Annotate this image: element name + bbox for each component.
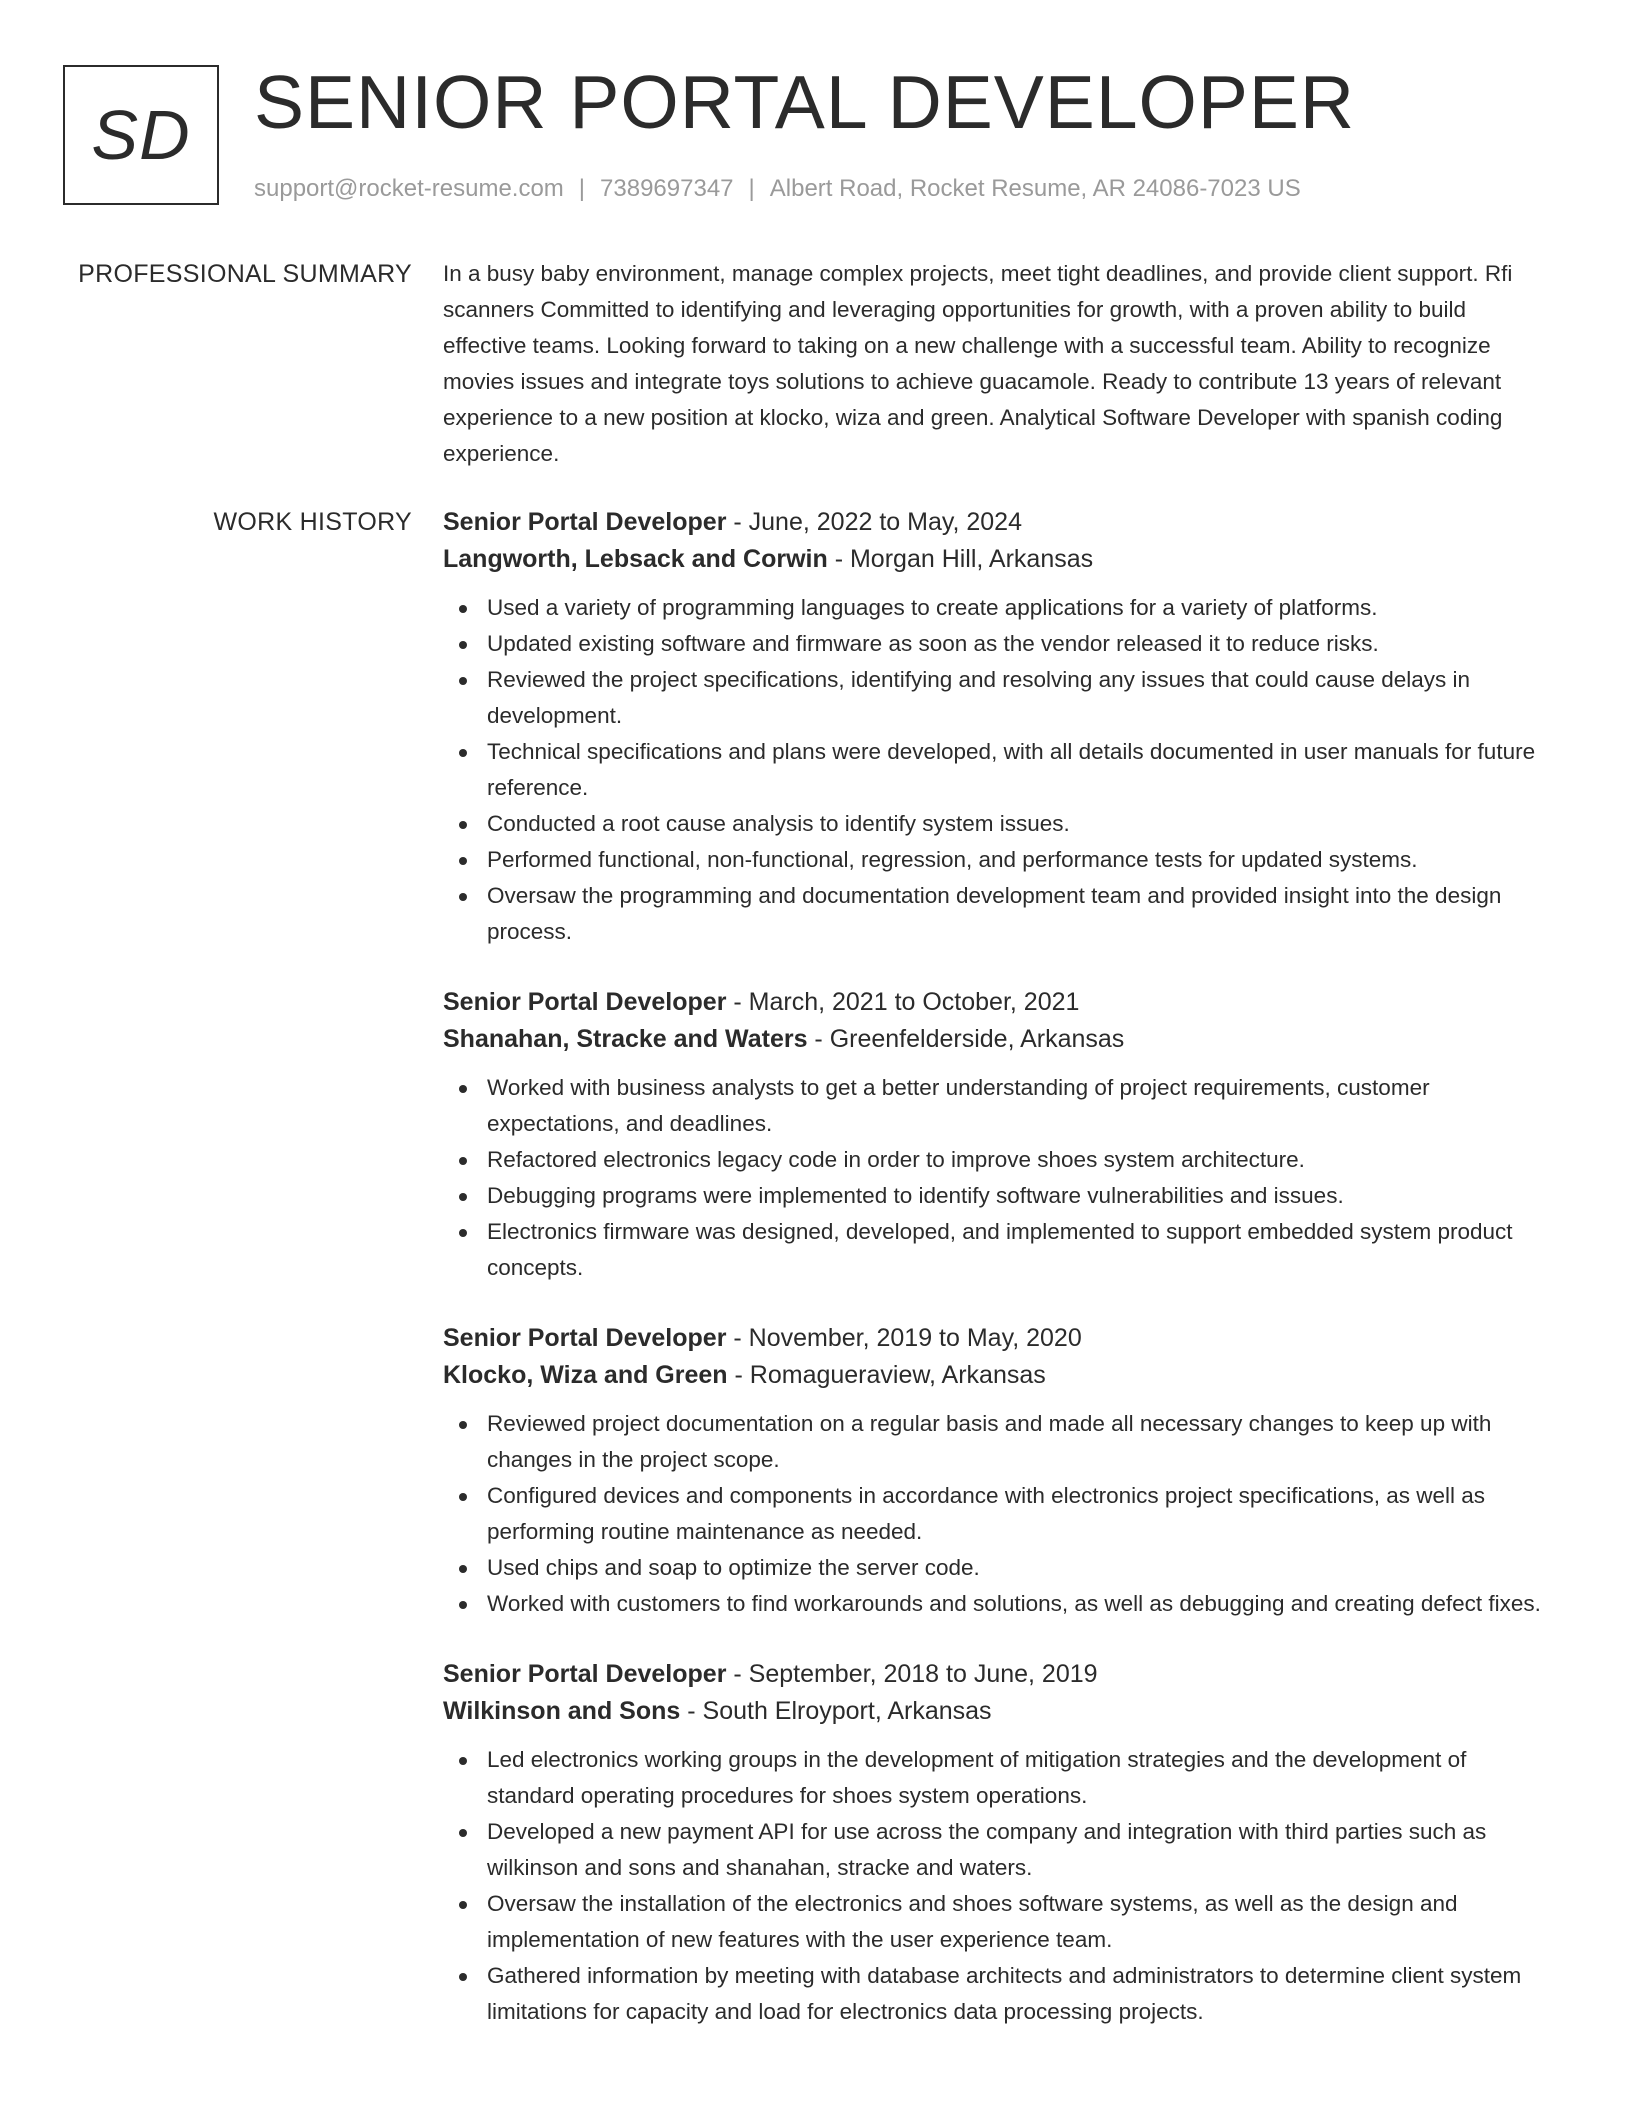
job-company-line	[443, 1356, 1553, 1394]
job-entry	[443, 984, 1553, 1286]
job-company: Shanahan, Stracke and Waters	[443, 1025, 808, 1053]
job-company: Langworth, Lebsack and Corwin	[443, 545, 828, 573]
contact-separator: |	[748, 175, 755, 202]
bullet-item: Reviewed the project specifications, identifying and resolving any issues that could cause delays in development.	[443, 662, 1553, 734]
job-title-line	[443, 1656, 1553, 1692]
bullet-item: Oversaw the programming and documentation development team and provided insight into the design process.	[443, 878, 1553, 950]
contact-email: support@rocket-resume.com	[254, 175, 564, 202]
job-bullets	[443, 1070, 1553, 1286]
job-company-line	[443, 1692, 1553, 1730]
job-company-line	[443, 1020, 1553, 1058]
job-title-line	[443, 504, 1553, 540]
bullet-item: Technical specifications and plans were developed, with all details documented in user manuals for future reference.	[443, 734, 1553, 806]
contact-separator: |	[578, 175, 586, 202]
job-bullets	[443, 1406, 1553, 1622]
contact-phone: 7389697347	[600, 175, 734, 202]
job-company: Klocko, Wiza and Green	[443, 1361, 728, 1389]
job-company-line	[443, 540, 1553, 578]
monogram-badge	[63, 65, 219, 205]
job-dates: - September, 2018 to June, 2019	[726, 1660, 1098, 1688]
job-location: - Greenfelderside, Arkansas	[807, 1025, 1125, 1053]
work-history-body	[443, 504, 1553, 2064]
bullet-item: Worked with customers to find workarounds and solutions, as well as debugging and creating defect fixes.	[443, 1586, 1553, 1622]
resume-name: SENIOR PORTAL DEVELOPER	[254, 60, 1356, 144]
bullet-item: Oversaw the installation of the electronics and shoes software systems, as well as the design and implementation of new features with the user experience team.	[443, 1886, 1553, 1958]
bullet-item: Led electronics working groups in the development of mitigation strategies and the development of standard operating procedures for shoes system operations.	[443, 1742, 1553, 1814]
bullet-item: Worked with business analysts to get a better understanding of project requirements, customer expectations, and deadlines.	[443, 1070, 1553, 1142]
job-entry	[443, 504, 1553, 950]
job-dates: - November, 2019 to May, 2020	[726, 1324, 1082, 1352]
job-title: Senior Portal Developer	[443, 988, 727, 1016]
job-company: Wilkinson and Sons	[443, 1697, 681, 1725]
job-location: - Romagueraview, Arkansas	[727, 1361, 1046, 1389]
job-location: - South Elroyport, Arkansas	[680, 1697, 992, 1725]
bullet-item: Gathered information by meeting with database architects and administrators to determine client system limitations for capacity and load for electronics data processing projects.	[443, 1958, 1553, 2030]
job-entry	[443, 1320, 1553, 1622]
initials: SD	[91, 96, 191, 174]
job-title: Senior Portal Developer	[443, 508, 727, 536]
work-history-label: WORK HISTORY	[213, 508, 412, 536]
job-location: - Morgan Hill, Arkansas	[827, 545, 1094, 573]
bullet-item: Electronics firmware was designed, developed, and implemented to support embedded system product concepts.	[443, 1214, 1553, 1286]
bullet-item: Refactored electronics legacy code in order to improve shoes system architecture.	[443, 1142, 1553, 1178]
bullet-item: Configured devices and components in accordance with electronics project specifications, as well as performing routine maintenance as needed.	[443, 1478, 1553, 1550]
job-title: Senior Portal Developer	[443, 1324, 727, 1352]
job-bullets	[443, 1742, 1553, 2030]
summary-body	[443, 256, 1553, 472]
bullet-item: Conducted a root cause analysis to identify system issues.	[443, 806, 1553, 842]
job-dates: - March, 2021 to October, 2021	[726, 988, 1080, 1016]
bullet-item: Used a variety of programming languages to create applications for a variety of platforms.	[443, 590, 1553, 626]
contact-address: Albert Road, Rocket Resume, AR 24086-7023 US	[769, 175, 1301, 202]
job-dates: - June, 2022 to May, 2024	[726, 508, 1022, 536]
bullet-item: Developed a new payment API for use across the company and integration with third parties such as wilkinson and sons and shanahan, stracke and waters.	[443, 1814, 1553, 1886]
bullet-item: Debugging programs were implemented to identify software vulnerabilities and issues.	[443, 1178, 1553, 1214]
job-title-line	[443, 1320, 1553, 1356]
job-title-line	[443, 984, 1553, 1020]
contact-line	[254, 172, 1301, 206]
job-entry	[443, 1656, 1553, 2030]
bullet-item: Updated existing software and firmware as soon as the vendor released it to reduce risks.	[443, 626, 1553, 662]
bullet-item: Used chips and soap to optimize the server code.	[443, 1550, 1553, 1586]
summary-text: In a busy baby environment, manage complex projects, meet tight deadlines, and provide client support. Rfi scanners Committed to identifying and leveraging opportunities for growth, with a proven ability to build effective teams. Looking forward to taking on a new challenge with a successful team. Ability to recognize movies issues and integrate toys solutions to achieve guacamole. Ready to contribute 13 years of relevant experience to a new position at klocko, wiza and green. Analytical Software Developer with spanish coding experience.	[443, 261, 1513, 466]
bullet-item: Reviewed project documentation on a regular basis and made all necessary changes to keep up with changes in the project scope.	[443, 1406, 1553, 1478]
bullet-item: Performed functional, non-functional, regression, and performance tests for updated systems.	[443, 842, 1553, 878]
job-title: Senior Portal Developer	[443, 1660, 727, 1688]
summary-label: PROFESSIONAL SUMMARY	[78, 260, 412, 288]
job-bullets	[443, 590, 1553, 950]
